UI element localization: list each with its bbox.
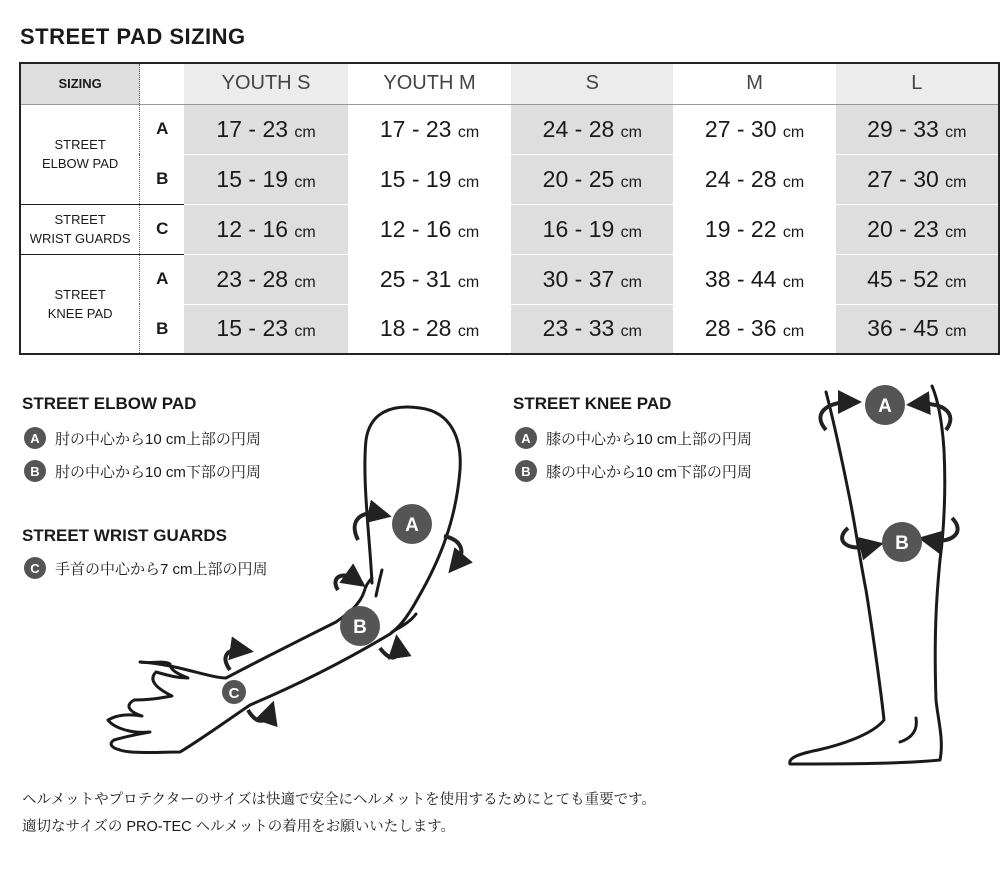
elbow-heading: STREET ELBOW PAD bbox=[22, 394, 197, 413]
table-cell: 23 - 28 cm bbox=[184, 254, 347, 304]
knee-legend-b-text: 膝の中心から10 cm下部の円周 bbox=[546, 463, 752, 481]
table-cell: 20 - 25 cm bbox=[511, 154, 673, 204]
table-cell: 28 - 36 cm bbox=[673, 304, 835, 354]
leg-outline bbox=[790, 386, 945, 764]
knee-heading: STREET KNEE PAD bbox=[513, 394, 672, 413]
badge-b-icon: B bbox=[515, 460, 537, 482]
footer-note-line2: 適切なサイズの PRO-TEC ヘルメットの着用をお願いいたします。 bbox=[22, 819, 456, 835]
svg-text:B: B bbox=[353, 617, 367, 638]
table-cell: 30 - 37 cm bbox=[511, 254, 673, 304]
svg-text:A: A bbox=[405, 515, 419, 536]
table-cell: 29 - 33 cm bbox=[836, 104, 999, 154]
leg-marker-b bbox=[882, 522, 922, 562]
wrist-heading: STREET WRIST GUARDS bbox=[22, 526, 227, 545]
elbow-legend-b-text: 肘の中心から10 cm下部の円周 bbox=[55, 463, 261, 481]
arm-marker-a bbox=[392, 504, 432, 544]
table-cell: 19 - 22 cm bbox=[673, 204, 835, 254]
wrist-legend-c-text: 手首の中心から7 cm上部の円周 bbox=[55, 560, 268, 578]
badge-a-icon: A bbox=[515, 427, 537, 449]
arm-outline bbox=[108, 407, 460, 752]
table-cell: 16 - 19 cm bbox=[511, 204, 673, 254]
leg-marker-a bbox=[865, 385, 905, 425]
table-cell: 24 - 28 cm bbox=[673, 154, 835, 204]
arm-marker-b bbox=[340, 606, 380, 646]
table-cell: 17 - 23 cm bbox=[184, 104, 347, 154]
table-cell: 15 - 19 cm bbox=[184, 154, 347, 204]
table-cell: 20 - 23 cm bbox=[836, 204, 999, 254]
table-cell: 38 - 44 cm bbox=[673, 254, 835, 304]
group-label-knee: STREET KNEE PAD bbox=[20, 254, 140, 354]
table-cell: 27 - 30 cm bbox=[673, 104, 835, 154]
knee-legend-a-text: 膝の中心から10 cm上部の円周 bbox=[546, 430, 752, 448]
svg-text:B: B bbox=[895, 533, 909, 554]
table-cell: 15 - 23 cm bbox=[184, 304, 347, 354]
sizing-header: SIZING bbox=[20, 63, 140, 104]
row-letter: C bbox=[140, 204, 185, 254]
table-cell: 18 - 28 cm bbox=[348, 304, 511, 354]
page-title: STREET PAD SIZING bbox=[20, 24, 246, 49]
footer-note-line1: ヘルメットやプロテクターのサイズは快適で安全にヘルメットを使用するためにとても重要です。 bbox=[22, 792, 656, 808]
group-label-elbow: STREET ELBOW PAD bbox=[20, 104, 140, 204]
table-cell: 24 - 28 cm bbox=[511, 104, 673, 154]
row-letter: B bbox=[156, 318, 169, 338]
row-letter: A bbox=[140, 254, 185, 304]
row-letter: B bbox=[156, 168, 169, 188]
size-header-youth-m: YOUTH M bbox=[348, 63, 511, 104]
table-cell: 36 - 45 cm bbox=[836, 304, 999, 354]
table-cell: 27 - 30 cm bbox=[836, 154, 999, 204]
table-cell: 17 - 23 cm bbox=[348, 104, 511, 154]
size-header-l: L bbox=[836, 63, 999, 104]
size-header-s: S bbox=[511, 63, 673, 104]
arm-marker-c bbox=[222, 680, 246, 704]
table-cell: 25 - 31 cm bbox=[348, 254, 511, 304]
table-cell: 45 - 52 cm bbox=[836, 254, 999, 304]
elbow-legend-a-text: 肘の中心から10 cm上部の円周 bbox=[55, 430, 261, 448]
badge-a-icon: A bbox=[24, 427, 46, 449]
table-cell: 15 - 19 cm bbox=[348, 154, 511, 204]
group-label-wrist: STREET WRIST GUARDS bbox=[20, 204, 140, 254]
table-cell: 23 - 33 cm bbox=[511, 304, 673, 354]
size-header-m: M bbox=[673, 63, 835, 104]
row-letter: A bbox=[140, 104, 185, 154]
size-header-youth-s: YOUTH S bbox=[184, 63, 347, 104]
svg-text:A: A bbox=[878, 396, 892, 417]
badge-c-icon: C bbox=[24, 557, 46, 579]
badge-b-icon: B bbox=[24, 460, 46, 482]
table-cell: 12 - 16 cm bbox=[184, 204, 347, 254]
svg-text:C: C bbox=[228, 685, 240, 702]
table-cell: 12 - 16 cm bbox=[348, 204, 511, 254]
